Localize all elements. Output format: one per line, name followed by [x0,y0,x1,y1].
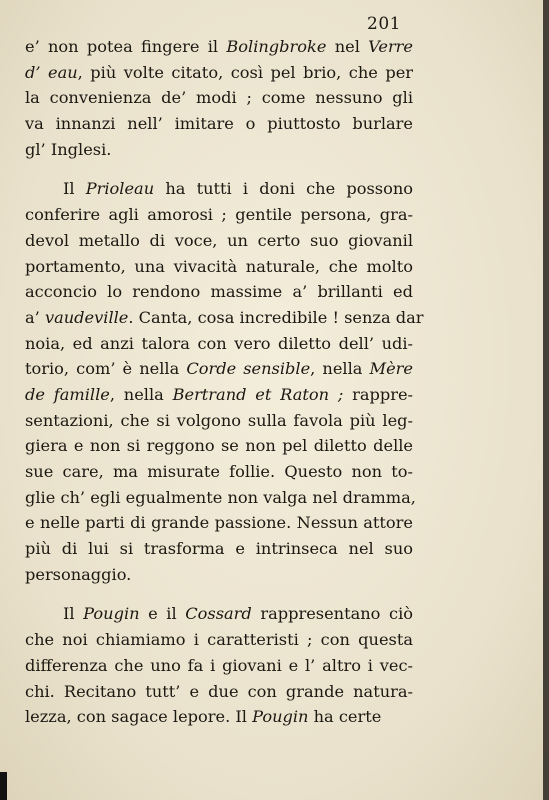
text-line [25,679,413,705]
italic-name: Mère [369,359,414,379]
text-run: la convenienza de’ modi ; come nessuno gli [25,88,413,108]
paragraph [25,176,424,587]
text-run: e nelle parti di grande passione. Nessun attore [25,513,413,533]
text-run: rappresentano ciò [251,604,414,624]
text-run: giera e non si reggono se non pel diletto delle [25,436,413,456]
text-run: acconcio lo rendono massime a’ brillanti ed [25,282,413,302]
text-line [25,228,413,254]
text-line [25,254,413,280]
text-run: conferire agli amorosi ; gentile persona, gra- [25,205,413,225]
italic-name: Corde sensible [186,359,311,379]
text-run: , nella [109,384,173,404]
text-run: , nella [310,359,370,379]
text-line [25,34,413,60]
italic-name: vaudeville [44,307,129,327]
text-run: lezza, con sagace lepore. Il [25,707,253,727]
text-run: rappre- [343,384,413,404]
paragraph-gap [25,162,413,176]
italic-name: de famille [25,384,110,404]
text-run: va innanzi nell’ imitare o piuttosto burlare [25,114,413,134]
text-run: . Canta, cosa incredibile ! senza dar [128,307,424,327]
text-run: e’ non potea fingere il [25,37,227,56]
text-run: sue care, ma misurate follie. Questo non to- [25,462,413,481]
body-text [25,34,424,730]
text-run: che noi chiamiamo i caratteristi ; con questa [25,630,413,650]
text-run: e il [139,604,186,624]
text-line [25,176,413,202]
text-run: Il [63,179,86,199]
text-line [25,433,413,459]
text-run: ha certe [308,707,382,727]
text-line [25,60,413,86]
paragraph [25,34,413,162]
paragraph [25,601,413,729]
text-run: portamento, una vivacità naturale, che molto [25,256,413,276]
text-line [25,85,413,111]
text-run: gl’ Inglesi. [25,139,112,159]
italic-name: Prioleau [85,179,155,199]
text-line [25,382,413,408]
italic-name: Verre [368,37,413,56]
text-run: personaggio. [25,564,132,584]
page-number: 201 [367,14,401,34]
italic-name: Bolingbroke [226,37,327,56]
text-line [25,601,413,627]
text-line [25,137,413,163]
text-run: nel [326,37,369,56]
italic-name: Pougin [83,604,140,624]
text-line [25,704,413,730]
text-line [25,202,413,228]
text-line [25,485,416,511]
text-run: torio, com’ è nella [25,359,187,379]
scan-edge-mark [0,772,7,800]
text-line [25,536,413,562]
text-run: devol metallo di voce, un certo suo giovanil [25,230,413,250]
italic-name: Pougin [252,707,309,727]
text-run: sentazioni, che si volgono sulla favola più leg- [25,410,413,430]
italic-name: Bertrand et Raton ; [172,384,344,404]
text-line [25,279,413,305]
text-line [25,408,413,434]
text-run: , più volte citato, così pel brio, che per [77,62,414,82]
italic-name: Cossard [185,604,252,624]
page-edge-shadow [543,0,549,800]
text-run: più di lui si trasforma e intrinseca nel suo [25,539,413,559]
text-run: ha tutti i doni che possono [154,179,413,199]
text-run: chi. Recitano tutt’ e due con grande natura- [25,681,413,701]
text-run: glie ch’ egli egualmente non valga nel dramma, [25,487,416,507]
text-line [25,653,413,679]
italic-name: d’ eau [25,62,78,82]
text-run: noia, ed anzi talora con vero diletto dell’ udi- [25,333,413,353]
text-line [25,305,424,331]
text-line [25,356,413,382]
text-line [25,331,413,357]
text-line [25,562,413,588]
text-run: a’ [25,307,45,327]
text-line [25,510,413,536]
text-line [25,459,413,485]
text-run: differenza che uno fa i giovani e l’ altro i vec- [25,655,413,675]
paragraph-gap [25,587,413,601]
text-line [25,111,413,137]
text-run: Il [63,604,84,624]
text-line [25,627,413,653]
